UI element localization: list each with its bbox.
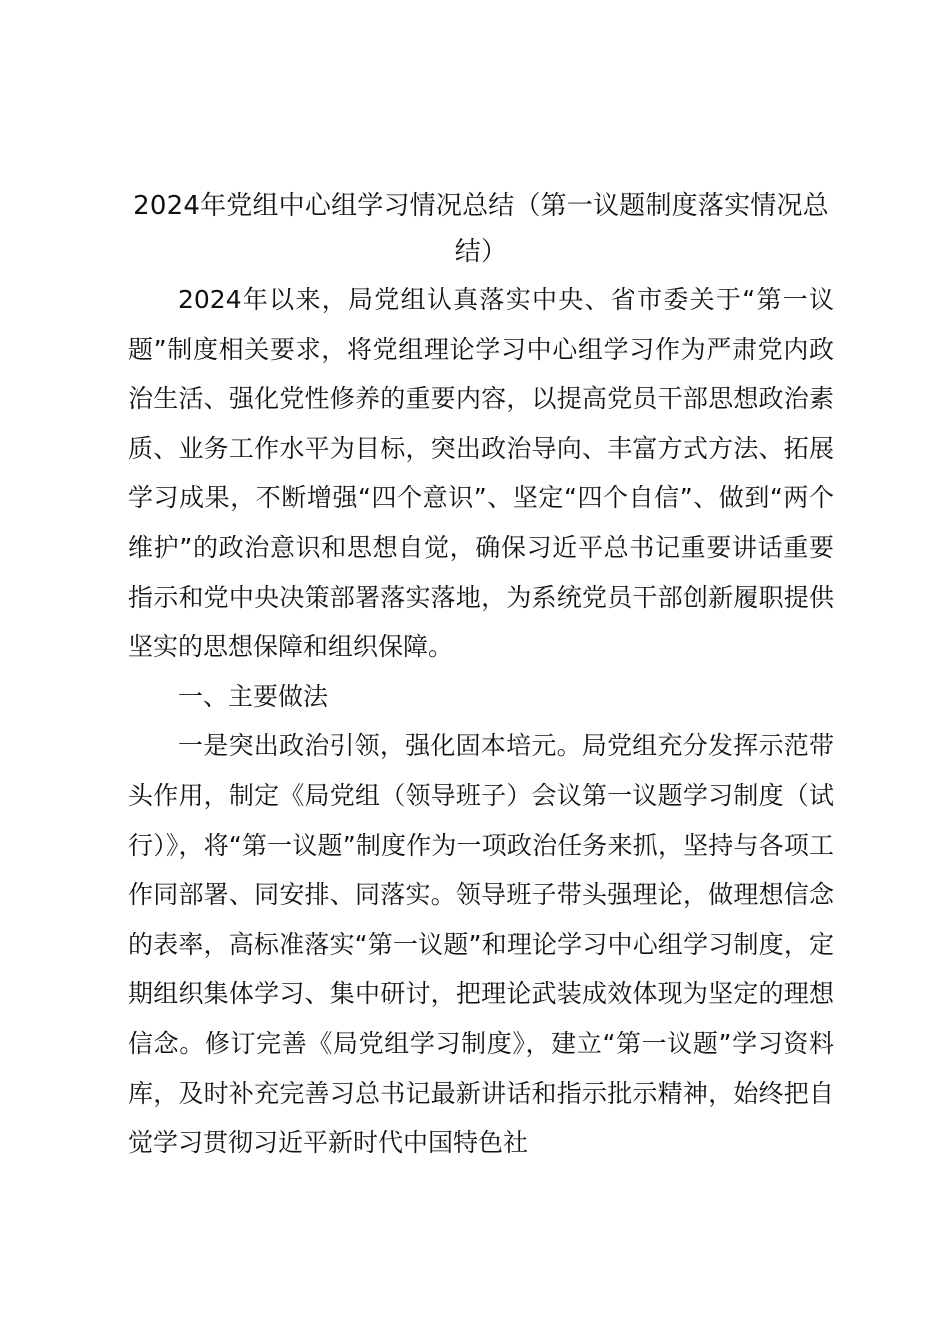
section-heading: 一、主要做法 <box>178 681 329 711</box>
document-body <box>128 183 834 1168</box>
document-title: 2024年党组中心组学习情况总结（第一议题制度落实情况总结） <box>133 191 829 267</box>
intro-paragraph: 2024年以来，局党组认真落实中央、省市委关于“第一议题”制度相关要求，将党组理论学习中心组学习作为严肃党内政治生活、强化党性修养的重要内容，以提高党员干部思想政治素质、业务工作水平为目标，突出政治导向、丰富方式方法、拓展学习成果，不断增强“四个意识”、坚定“四个自信”、做到“两个维护”的政治意识和思想自觉，确保习近平总书记重要讲话重要指示和党中央决策部署落实落地，为系统党员干部创新履职提供坚实的思想保障和组织保障。 <box>128 285 834 662</box>
section-paragraph: 一是突出政治引领，强化固本培元。局党组充分发挥示范带头作用，制定《局党组（领导班子）会议第一议题学习制度（试行）》，将“第一议题”制度作为一项政治任务来抓，坚持与各项工作同部署、同安排、同落实。领导班子带头强理论，做理想信念的表率，高标准落实“第一议题”和理论学习中心组学习制度，定期组织集体学习、集中研讨，把理论武装成效体现为坚定的理想信念。修订完善《局党组学习制度》，建立“第一议题”学习资料库，及时补充完善习总书记最新讲话和指示批示精神，始终把自觉学习贯彻习近平新时代中国特色社 <box>128 731 834 1158</box>
